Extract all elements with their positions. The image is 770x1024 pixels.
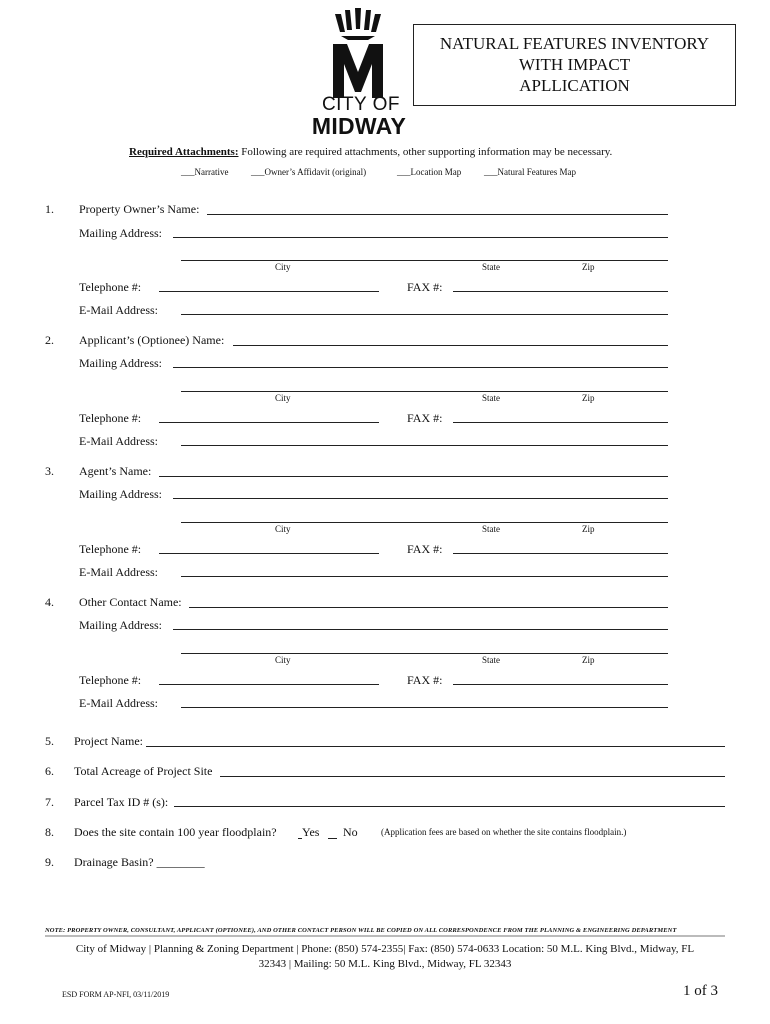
attachments-heading: Required Attachments: [129,146,239,158]
email-label: E-Mail Address: [79,565,158,579]
project-name-field[interactable] [146,746,725,747]
project-name-label: Project Name: [74,734,143,748]
zip-label: Zip [582,655,595,665]
footer-address-line-2: 32343 | Mailing: 50 M.L. King Blvd., Midway, FL 32343 [258,958,512,970]
form-title-line-3: APLLICATION [519,76,630,95]
email-field[interactable] [181,445,668,446]
question-number: 9. [45,855,54,869]
email-field[interactable] [181,707,668,708]
property-owner-name-label: Property Owner’s Name: [79,202,200,216]
email-label: E-Mail Address: [79,696,158,710]
mailing-address-label: Mailing Address: [79,226,162,240]
city-logo [305,6,413,138]
mailing-address-label: Mailing Address: [79,356,162,370]
attachments-note: Following are required attachments, other supporting information may be necessary. [241,146,613,158]
question-number: 5. [45,734,54,748]
floodplain-yes-label: Yes [302,825,320,839]
applicant-name-field[interactable] [233,345,668,346]
drainage-basin-label: Drainage Basin? ________ [74,855,205,869]
footer-divider [45,935,725,937]
email-label: E-Mail Address: [79,303,158,317]
section-number: 1. [45,202,54,216]
footer-address-line-1: City of Midway | Planning & Zoning Department | Phone: (850) 574-2355| Fax: (850) 574-0633 Location: 50 M.L. King Blvd., Midway, FL [75,943,695,955]
mailing-address-field[interactable] [173,367,668,368]
city-state-zip-field[interactable] [181,391,668,392]
attachment-owner-affidavit[interactable]: ___Owner’s Affidavit (original) [251,167,367,177]
logo-city-of: CITY OF [321,94,401,115]
fax-field[interactable] [453,291,668,292]
section-number: 4. [45,595,54,609]
attachment-natural-features-map[interactable]: ___Natural Features Map [484,167,576,177]
floodplain-fee-note: (Application fees are based on whether the site contains floodplain.) [381,827,627,837]
telephone-label: Telephone #: [79,280,142,294]
fax-label: FAX #: [407,673,443,687]
city-label: City [275,655,291,665]
email-label: E-Mail Address: [79,434,158,448]
city-state-zip-field[interactable] [181,653,668,654]
attachment-narrative[interactable]: ___Narrative [181,167,229,177]
parcel-tax-id-field[interactable] [174,806,725,807]
property-owner-name-field[interactable] [207,214,668,215]
city-state-zip-field[interactable] [181,522,668,523]
agent-name-label: Agent’s Name: [79,464,152,478]
zip-label: Zip [582,393,595,403]
telephone-label: Telephone #: [79,542,142,556]
zip-label: Zip [582,262,595,272]
fax-label: FAX #: [407,280,443,294]
mailing-address-label: Mailing Address: [79,618,162,632]
applicant-name-label: Applicant’s (Optionee) Name: [79,333,225,347]
mailing-address-field[interactable] [173,237,668,238]
question-number: 8. [45,825,54,839]
city-label: City [275,524,291,534]
form-title-line-2: WITH IMPACT [518,55,631,74]
floodplain-no-label: No [343,825,358,839]
telephone-label: Telephone #: [79,411,142,425]
fax-label: FAX #: [407,542,443,556]
fax-field[interactable] [453,422,668,423]
city-state-zip-field[interactable] [181,260,668,261]
section-number: 3. [45,464,54,478]
mailing-address-field[interactable] [173,498,668,499]
total-acreage-label: Total Acreage of Project Site [74,764,213,778]
zip-label: Zip [582,524,595,534]
telephone-field[interactable] [159,553,379,554]
email-field[interactable] [181,314,668,315]
attachments-line [129,145,612,159]
fax-field[interactable] [453,553,668,554]
email-field[interactable] [181,576,668,577]
floodplain-no-blank[interactable] [328,838,337,839]
footer-note: NOTE: PROPERTY OWNER, CONSULTANT, APPLICANT (OPTIONEE), AND OTHER CONTACT PERSON WILL BE COPIED ON ALL CORRESPONDENCE FROM THE PLANNING & ENGINEERING DEPARTMENT [45,927,677,934]
form-title-line-1: NATURAL FEATURES INVENTORY [439,34,710,53]
parcel-tax-id-label: Parcel Tax ID # (s): [74,795,169,809]
form-title-box [413,24,736,106]
other-contact-name-label: Other Contact Name: [79,595,182,609]
fax-field[interactable] [453,684,668,685]
state-label: State [482,393,500,403]
total-acreage-field[interactable] [220,776,725,777]
page-number: 1 of 3 [683,983,718,999]
floodplain-question-label: Does the site contain 100 year floodplain? [74,825,277,839]
agent-name-field[interactable] [159,476,668,477]
telephone-label: Telephone #: [79,673,142,687]
state-label: State [482,262,500,272]
state-label: State [482,655,500,665]
telephone-field[interactable] [159,684,379,685]
form-id: ESD FORM AP-NFI, 03/11/2019 [62,990,170,999]
logo-midway: MIDWAY [311,113,407,139]
question-number: 7. [45,795,54,809]
city-label: City [275,393,291,403]
city-label: City [275,262,291,272]
mailing-address-label: Mailing Address: [79,487,162,501]
question-number: 6. [45,764,54,778]
other-contact-name-field[interactable] [189,607,668,608]
mailing-address-field[interactable] [173,629,668,630]
attachment-location-map[interactable]: ___Location Map [397,167,462,177]
telephone-field[interactable] [159,291,379,292]
state-label: State [482,524,500,534]
telephone-field[interactable] [159,422,379,423]
fax-label: FAX #: [407,411,443,425]
section-number: 2. [45,333,54,347]
